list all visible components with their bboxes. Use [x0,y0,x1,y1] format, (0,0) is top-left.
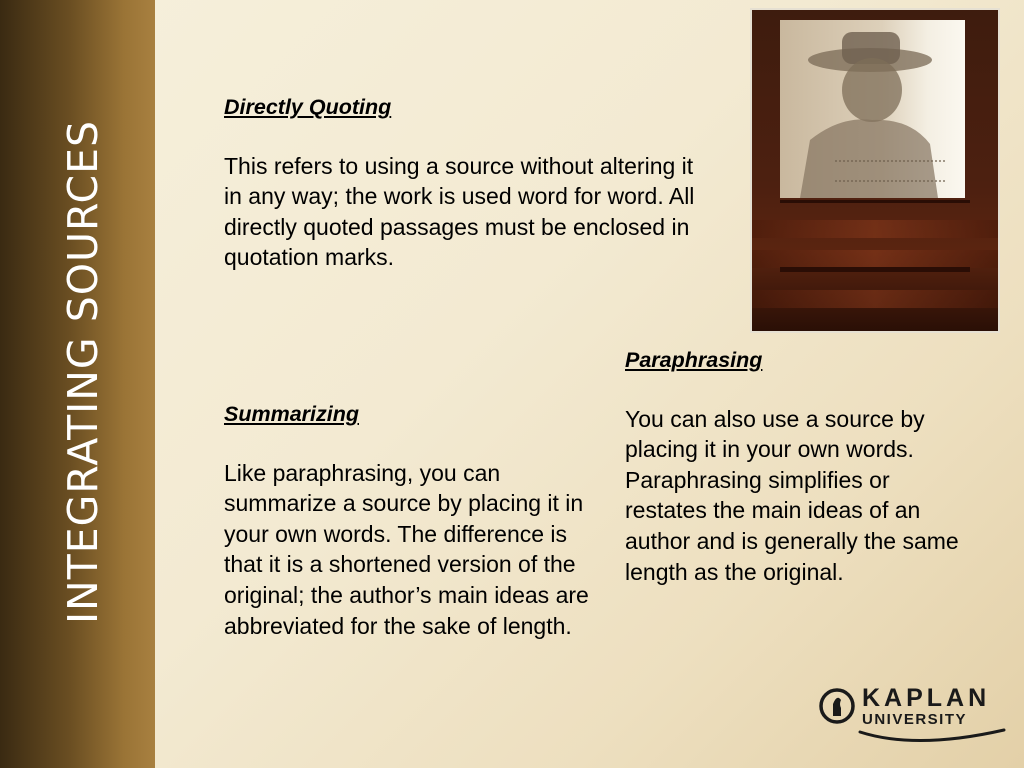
section-body-summarizing: Like paraphrasing, you can summarize a source by placing it in your own words. The difference is that it is a shortened version of the original; the author’s main ideas are abbreviated for the sake of length. [224,459,589,639]
book-wood-plank [752,250,998,268]
logo-swoosh-icon [856,724,1008,746]
book-title-lines [835,160,945,182]
section-directly-quoting [224,94,704,273]
slide-title: INTEGRATING SOURCES [59,119,107,625]
section-summarizing [224,401,589,641]
book-wood-plank [752,290,998,308]
section-heading-paraphrasing: Paraphrasing [625,348,763,372]
logo-wordmark-kaplan: KAPLAN [862,684,991,712]
kaplan-university-logo [818,684,1008,748]
book-divider [780,200,970,203]
section-body-paraphrasing: You can also use a source by placing it in your own words. Paraphrasing simplifies or restates the main ideas of an author and is generally the same length as the original. [625,405,959,585]
section-heading-summarizing: Summarizing [224,402,359,426]
book-divider [780,267,970,272]
book-wood-plank [752,220,998,238]
book-cover-window [780,20,965,198]
sidebar [0,0,155,768]
section-body-directly-quoting: This refers to using a source without altering it in any way; the work is used word for word. All directly quoted passages must be enclosed in quotation marks. [224,152,695,271]
section-paraphrasing [625,347,970,587]
kaplan-torch-icon [818,686,856,726]
section-heading-directly-quoting: Directly Quoting [224,95,392,119]
book-cover-image [752,10,998,331]
logo-wordmark-university: UNIVERSITY [862,711,968,728]
